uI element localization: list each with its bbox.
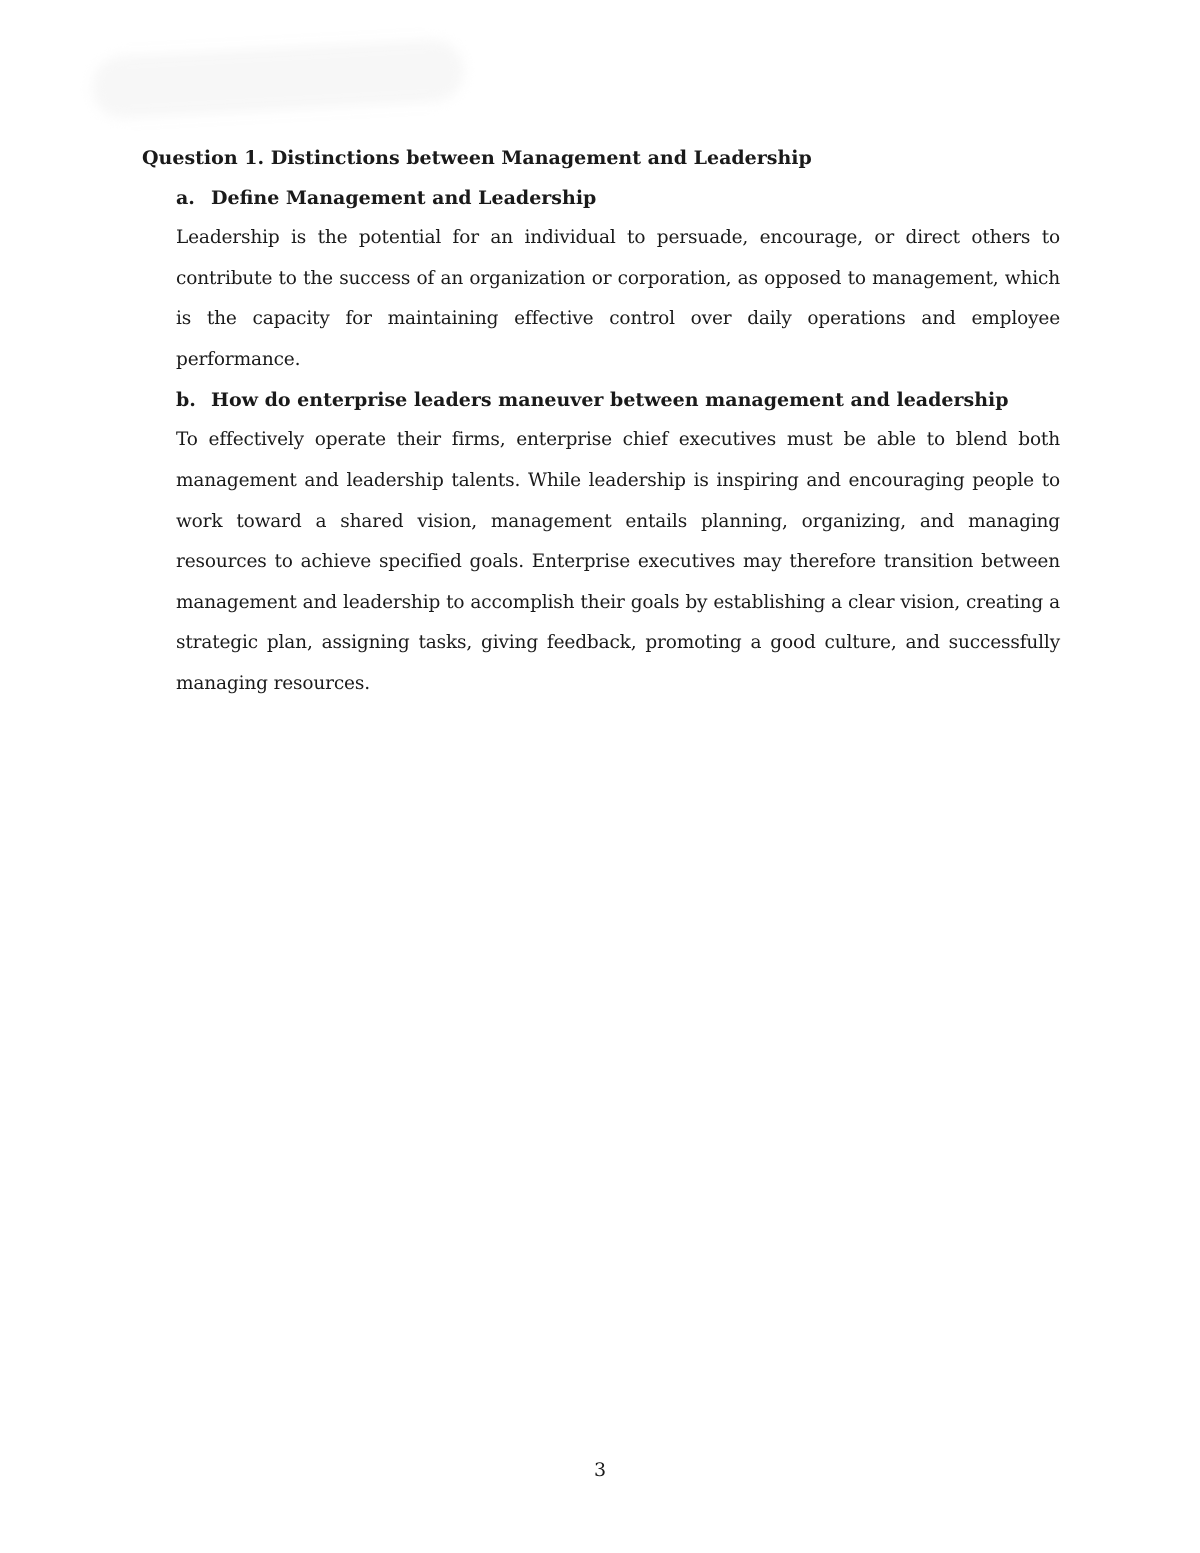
section-a-heading	[176, 178, 1060, 218]
section-b-heading	[176, 380, 1060, 420]
document-body	[142, 138, 1060, 705]
section-b-title: How do enterprise leaders maneuver between management and leadership	[211, 389, 1009, 412]
section-b-paragraph: To effectively operate their firms, enterprise chief executives must be able to blend both management and leadership talents. While leadership is inspiring and encouraging people to work toward a shared vision, management entails planning, organizing, and managing resources to achieve specified goals. Enterprise executives may therefore transition between management and leadership to accomplish their goals by establishing a clear vision, creating a strategic plan, assigning tasks, giving feedback, promoting a good culture, and successfully managing resources.	[176, 429, 1060, 694]
question-title: Question 1. Distinctions between Management and Leadership	[142, 147, 812, 169]
redacted-header-smudge	[91, 38, 466, 119]
section-b-letter: b.	[176, 389, 196, 412]
section-a-letter: a.	[176, 187, 195, 209]
page-number: 3	[593, 1459, 607, 1481]
section-a-paragraph: Leadership is the potential for an individual to persuade, encourage, or direct others to contribute to the success of an organization or corporation, as opposed to management, which is the capacity for maintaining effective control over daily operations and employee performance.	[176, 227, 1060, 370]
section-a-title: Define Management and Leadership	[211, 187, 597, 209]
